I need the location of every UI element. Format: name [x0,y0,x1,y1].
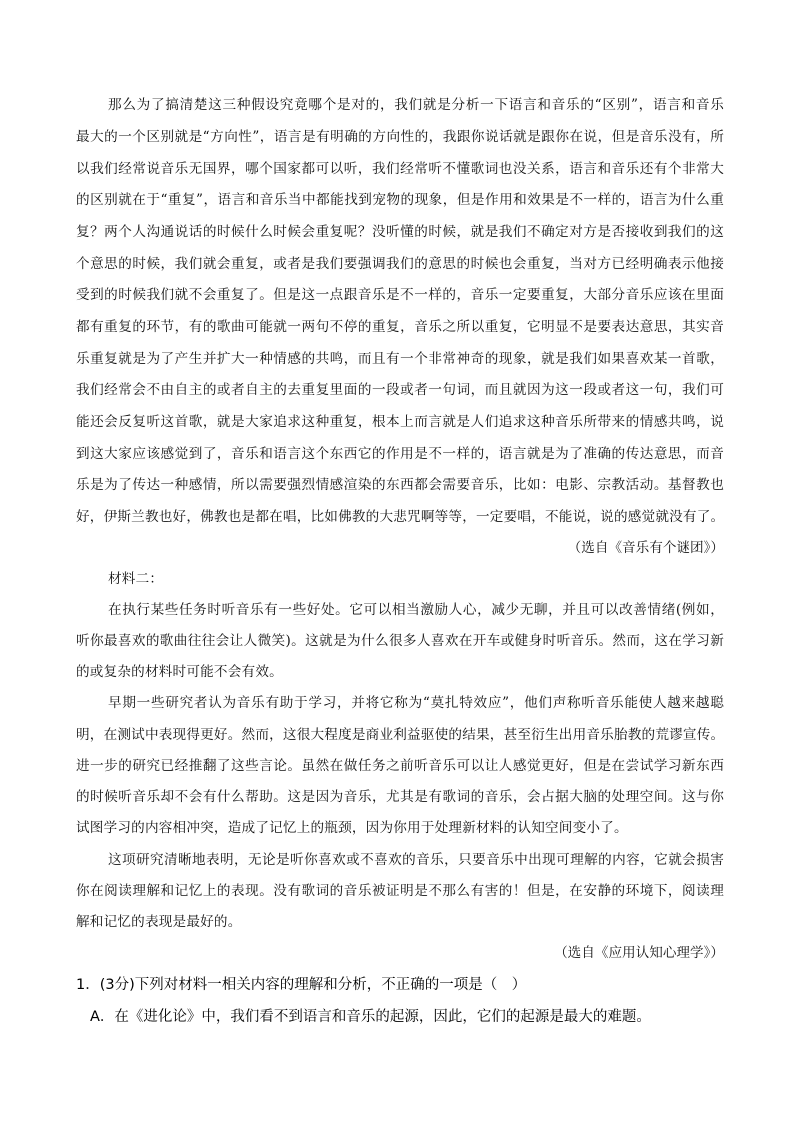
material2-para3-line: 解和记忆的表现是最好的。 [76,914,242,930]
material1-line: 受到的时候我们就不会重复了。但是这一点跟音乐是不一样的，音乐一定要重复，大部分音乐应该在里面 [76,287,724,303]
material2-para1-line: 听你最喜欢的歌曲往往会让人微笑)。这就是为什么很多人喜欢在开车或健身时听音乐。然而，这在学习新 [76,633,724,649]
material2-para2-line: 试图学习的内容相冲突，造成了记忆上的瓶颈，因为你用于处理新材料的认知空间变小了。 [76,820,628,836]
material1-source: （选自《音乐有个谜团》） [567,540,724,556]
material1-line: 那么为了搞清楚这三种假设究竟哪个是对的，我们就是分析一下语言和音乐的“区别”，语言和音乐 [108,97,724,113]
material1-line: 复？两个人沟通说话的时候什么时候会重复呢？没听懂的时候，就是我们不确定对方是否接收到我们的这 [76,224,724,240]
material1-line: 的区别就在于“重复”，语言和音乐当中都能找到宠物的现象，但是作用和效果是不一样的，语言为什么重 [76,192,724,208]
material1-line: 好，伊斯兰教也好，佛教也是都在唱，比如佛教的大悲咒啊等等，一定要唱，不能说，说的感觉就没有了。 [76,509,725,525]
material2-label: 材料二： [108,571,164,587]
material1-line: 到这大家应该感觉到了，音乐和语言这个东西它的作用是不一样的，语言就是为了准确的传达意思，而音 [76,446,724,462]
material1-line: 以我们经常说音乐无国界，哪个国家都可以听，我们经常听不懂歌词也没关系，语言和音乐还有个非常大 [76,161,724,177]
material2-para2-line: 进一步的研究已经推翻了这些言论。虽然在做任务之前听音乐可以让人感觉更好，但是在尝试学习新东西 [76,758,724,774]
material1-line: 能还会反复听这首歌，就是大家追求这种重复，根本上而言就是人们追求这种音乐所带来的情感共鸣，说 [76,414,724,430]
material1-line: 个意思的时候，我们就会重复，或者是我们要强调我们的意思的时候也会重复，当对方已经明确表示他接 [76,256,724,272]
material1-line: 乐是为了传达一种感情，所以需要强烈情感渲染的东西都会需要音乐，比如：电影、宗教活动。基督教也 [76,477,724,493]
material2-source: （选自《应用认知心理学》） [554,945,724,961]
material1-line: 最大的一个区别就是“方向性”，语言是有明确的方向性的，我跟你说话就是跟你在说，但是音乐没有，所 [76,129,724,145]
option-a: A．在《进化论》中，我们看不到语言和音乐的起源，因此，它们的起源是最大的难题。 [90,1009,651,1025]
material2-para1-line: 的或复杂的材料时可能不会有效。 [76,664,283,680]
material1-line: 乐重复就是为了产生并扩大一种情感的共鸣，而且有一个非常神奇的现象，就是我们如果喜欢某一首歌， [76,351,724,367]
material2-para3-line: 你在阅读理解和记忆上的表现。没有歌词的音乐被证明是不那么有害的！但是，在安静的环境下，阅读理 [76,883,724,899]
material2-para2-line: 明，在测试中表现得更好。然而，这很大程度是商业利益驱使的结果，甚至衍生出用音乐胎教的荒谬宣传。 [76,727,725,743]
question-stem: 1．(3分)下列对材料一相关内容的理解和分析，不正确的一项是（ ） [76,977,527,993]
material1-line: 都有重复的环节，有的歌曲可能就一两句不停的重复，音乐之所以重复，它明显不是要表达意思，其实音 [76,319,724,335]
material2-para2-line: 早期一些研究者认为音乐有助于学习，并将它称为“莫扎特效应”，他们声称听音乐能使人越来越聪 [108,695,724,711]
material2-para2-line: 的时候听音乐却不会有什么帮助。这是因为音乐，尤其是有歌词的音乐，会占据大脑的处理空间。这与你 [76,789,724,805]
material2-para3-line: 这项研究清晰地表明，无论是听你喜欢或不喜欢的音乐，只要音乐中出现可理解的内容，它就会损害 [108,852,724,868]
material2-para1-line: 在执行某些任务时听音乐有一些好处。它可以相当激励人心，减少无聊，并且可以改善情绪(例如， [108,602,724,618]
material1-line: 我们经常会不由自主的或者自主的去重复里面的一段或者一句词，而且就因为这一段或者这一句，我们可 [76,382,724,398]
